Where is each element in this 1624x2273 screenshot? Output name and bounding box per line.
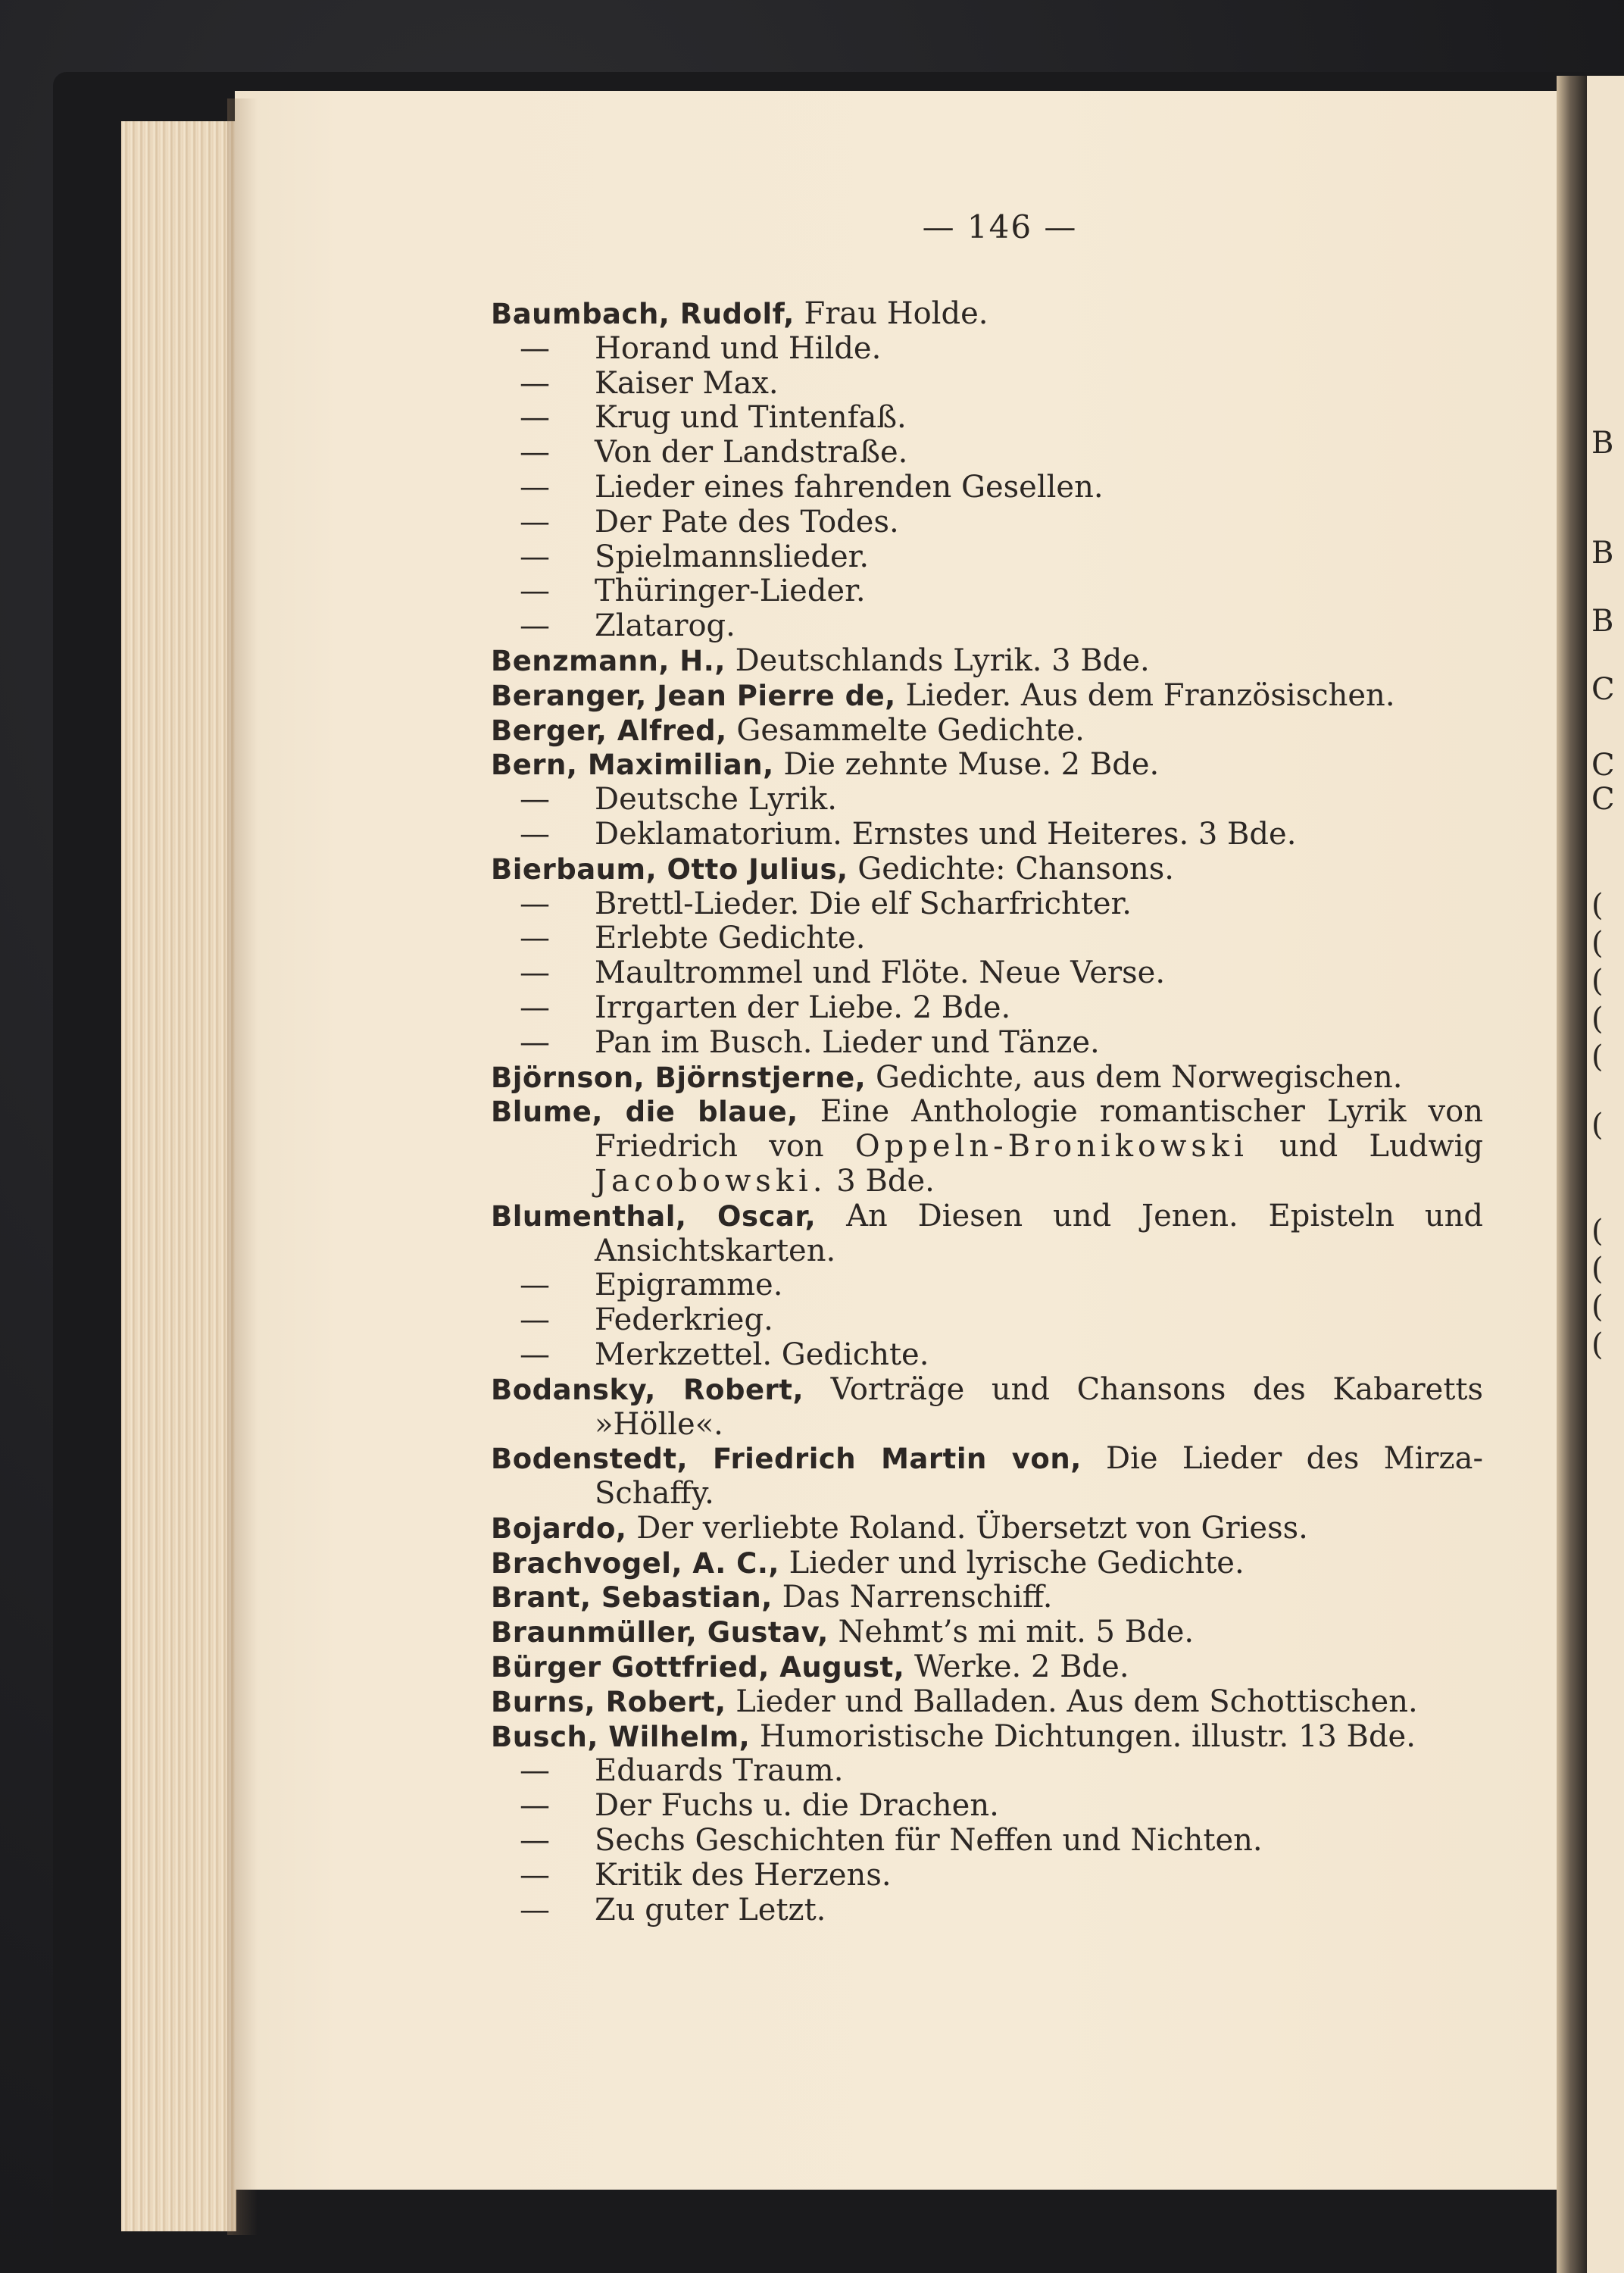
entry-dash: — bbox=[520, 886, 550, 921]
work-title: Maultrommel und Flöte. Neue Verse. bbox=[595, 955, 1166, 991]
author-name: Benzmann, H., bbox=[491, 644, 726, 677]
author-name: Bierbaum, Otto Julius, bbox=[491, 852, 848, 886]
continuation-entry bbox=[491, 471, 1483, 505]
work-title: Vorträge und Chansons des Kabaretts »Hölle«. bbox=[595, 1371, 1484, 1442]
next-page-letter: B bbox=[1591, 604, 1614, 639]
page-edge-shadow bbox=[227, 98, 258, 2235]
work-title: Horand und Hilde. bbox=[595, 330, 882, 366]
continuation-entry bbox=[491, 1268, 1483, 1303]
entry-dash: — bbox=[520, 990, 550, 1025]
entry-dash: — bbox=[520, 400, 550, 436]
continuation-entry bbox=[491, 956, 1483, 991]
continuation-entry bbox=[491, 609, 1483, 644]
next-page-letter: B bbox=[1591, 536, 1614, 571]
author-name: Blumenthal, Oscar, bbox=[491, 1199, 817, 1233]
entry-dash: — bbox=[520, 782, 550, 818]
work-title: Von der Landstraße. bbox=[595, 435, 908, 471]
work-title: Deklamatorium. Ernstes und Heiteres. 3 Bde. bbox=[595, 816, 1297, 852]
work-title: Lieder. Aus dem Französischen. bbox=[905, 677, 1395, 713]
continuation-entry bbox=[491, 1893, 1483, 1928]
continuation-entry bbox=[491, 1824, 1483, 1859]
work-title: Werke. 2 Bde. bbox=[914, 1649, 1129, 1685]
work-title: Pan im Busch. Lieder und Tänze. bbox=[595, 1024, 1100, 1060]
work-title: Lieder und Balladen. Aus dem Schottischen. bbox=[735, 1684, 1418, 1719]
author-entry bbox=[491, 679, 1483, 714]
author-entry bbox=[491, 748, 1483, 783]
work-title: Lieder und lyrische Gedichte. bbox=[789, 1545, 1245, 1580]
work-title: Eduards Traum. bbox=[595, 1753, 844, 1789]
author-entry bbox=[491, 1720, 1483, 1755]
next-page-edge bbox=[1587, 76, 1624, 2273]
page-edges bbox=[121, 121, 236, 2231]
next-page-letter: ( bbox=[1591, 1002, 1604, 1036]
next-page-letter: ( bbox=[1591, 1290, 1604, 1324]
next-page-letter: ( bbox=[1591, 1040, 1604, 1074]
work-title: Eine Anthologie romantischer Lyrik von Friedrich von bbox=[595, 1094, 1483, 1165]
next-page-letter: C bbox=[1591, 748, 1615, 783]
continuation-entry bbox=[491, 1789, 1483, 1824]
author-name: Bern, Maximilian, bbox=[491, 749, 774, 782]
work-title: Frau Holde. bbox=[804, 296, 988, 331]
author-name: Bodansky, Robert, bbox=[491, 1373, 804, 1406]
entry-dash: — bbox=[520, 435, 550, 471]
author-entry bbox=[491, 1685, 1483, 1720]
next-page-letter: ( bbox=[1591, 888, 1604, 923]
author-entry bbox=[491, 1650, 1483, 1685]
entry-dash: — bbox=[520, 1302, 550, 1338]
work-title: An Diesen und Jenen. Episteln und Ansichtskarten. bbox=[595, 1198, 1483, 1268]
entry-dash: — bbox=[520, 1753, 550, 1789]
next-page-letter: ( bbox=[1591, 1252, 1604, 1287]
next-page-letter: ( bbox=[1591, 964, 1604, 999]
entry-dash: — bbox=[520, 574, 550, 609]
continuation-entry bbox=[491, 332, 1483, 367]
work-title: Irrgarten der Liebe. 2 Bde. bbox=[595, 990, 1011, 1025]
author-name: Burns, Robert, bbox=[491, 1685, 726, 1718]
author-entry bbox=[491, 297, 1483, 332]
author-name: Busch, Wilhelm, bbox=[491, 1720, 751, 1753]
poetry-catalog-list bbox=[491, 297, 1483, 1928]
continuation-entry bbox=[491, 367, 1483, 402]
entry-dash: — bbox=[520, 539, 550, 574]
work-title-continued: und Ludwig bbox=[1279, 1129, 1483, 1165]
work-title: Federkrieg. bbox=[595, 1302, 773, 1338]
work-title: Brettl-Lieder. Die elf Scharfrichter. bbox=[595, 886, 1132, 921]
entry-dash: — bbox=[520, 1337, 550, 1372]
work-title: Lieder eines fahrenden Gesellen. bbox=[595, 469, 1104, 505]
next-page-letter: ( bbox=[1591, 1214, 1604, 1249]
author-entry bbox=[491, 1615, 1483, 1650]
work-title: Zlatarog. bbox=[595, 608, 735, 644]
volume-count: 3 Bde. bbox=[836, 1163, 935, 1199]
entry-dash: — bbox=[520, 955, 550, 991]
entry-dash: — bbox=[520, 1823, 550, 1859]
next-page-letter: C bbox=[1591, 672, 1615, 707]
author-entry bbox=[491, 714, 1483, 749]
work-title: Zu guter Letzt. bbox=[595, 1892, 826, 1928]
author-entry bbox=[491, 852, 1483, 887]
work-title: Die zehnte Muse. 2 Bde. bbox=[783, 747, 1160, 783]
continuation-entry bbox=[491, 401, 1483, 436]
author-name: Bodenstedt, Friedrich Martin von, bbox=[491, 1443, 1082, 1476]
entry-dash: — bbox=[520, 504, 550, 539]
author-name: Brachvogel, A. C., bbox=[491, 1546, 779, 1580]
author-entry bbox=[491, 1199, 1483, 1269]
entry-dash: — bbox=[520, 330, 550, 366]
entry-dash: — bbox=[520, 1268, 550, 1303]
book-gutter bbox=[1557, 76, 1587, 2273]
next-page-letter: ( bbox=[1591, 926, 1604, 961]
work-title: Der Pate des Todes. bbox=[595, 504, 899, 539]
continuation-entry bbox=[491, 991, 1483, 1026]
continuation-entry bbox=[491, 1026, 1483, 1061]
author-entry bbox=[491, 1580, 1483, 1615]
work-title: Erlebte Gedichte. bbox=[595, 921, 866, 956]
entry-dash: — bbox=[520, 1857, 550, 1893]
work-title: Kaiser Max. bbox=[595, 365, 779, 401]
next-page-letter: ( bbox=[1591, 1327, 1604, 1362]
author-entry bbox=[491, 644, 1483, 679]
entry-dash: — bbox=[520, 1788, 550, 1824]
author-entry bbox=[491, 1442, 1483, 1512]
author-entry bbox=[491, 1373, 1483, 1443]
work-title: Merkzettel. Gedichte. bbox=[595, 1337, 929, 1372]
entry-dash: — bbox=[520, 469, 550, 505]
author-name: Baumbach, Rudolf, bbox=[491, 298, 795, 330]
entry-dash: — bbox=[520, 1892, 550, 1928]
editor-name: Oppeln-Bronikowski bbox=[854, 1129, 1248, 1165]
work-title: Deutschlands Lyrik. 3 Bde. bbox=[735, 643, 1150, 678]
author-name: Bürger Gottfried, August, bbox=[491, 1651, 905, 1684]
entry-dash: — bbox=[520, 921, 550, 956]
work-title: Deutsche Lyrik. bbox=[595, 782, 837, 818]
work-title: Nehmt’s mi mit. 5 Bde. bbox=[838, 1615, 1195, 1650]
work-title: Sechs Geschichten für Neffen und Nichten. bbox=[595, 1823, 1263, 1859]
author-name: Beranger, Jean Pierre de, bbox=[491, 679, 896, 712]
author-name: Berger, Alfred, bbox=[491, 714, 727, 747]
continuation-entry bbox=[491, 818, 1483, 852]
next-page-letter: ( bbox=[1591, 1108, 1604, 1143]
work-title: Die Lieder des Mirza-Schaffy. bbox=[595, 1441, 1483, 1512]
author-entry bbox=[491, 1512, 1483, 1546]
author-name: Blume, die blaue, bbox=[491, 1096, 798, 1129]
author-name: Björnson, Björnstjerne, bbox=[491, 1061, 867, 1094]
continuation-entry bbox=[491, 1338, 1483, 1373]
author-name: Braunmüller, Gustav, bbox=[491, 1616, 829, 1649]
work-title: Krug und Tintenfaß. bbox=[595, 400, 907, 436]
continuation-entry bbox=[491, 783, 1483, 818]
entry-dash: — bbox=[520, 1024, 550, 1060]
work-title: Gedichte, aus dem Norwegischen. bbox=[875, 1059, 1403, 1095]
author-name: Brant, Sebastian, bbox=[491, 1581, 773, 1615]
continuation-entry bbox=[491, 921, 1483, 956]
work-title: Gesammelte Gedichte. bbox=[736, 712, 1085, 748]
author-entry bbox=[491, 1546, 1483, 1581]
work-title: Epigramme. bbox=[595, 1268, 783, 1303]
work-title: Der verliebte Roland. Übersetzt von Griess. bbox=[636, 1510, 1308, 1546]
work-title: Das Narrenschiff. bbox=[782, 1580, 1053, 1615]
entry-dash: — bbox=[520, 608, 550, 644]
continuation-entry bbox=[491, 1859, 1483, 1893]
continuation-entry bbox=[491, 887, 1483, 922]
author-entry bbox=[491, 1095, 1483, 1199]
entry-dash: — bbox=[520, 816, 550, 852]
next-page-letter: C bbox=[1591, 782, 1615, 817]
page-number: — 146 — bbox=[922, 208, 1078, 245]
work-title: Der Fuchs u. die Drachen. bbox=[595, 1788, 999, 1824]
continuation-entry bbox=[491, 540, 1483, 575]
continuation-entry bbox=[491, 436, 1483, 471]
work-title: Kritik des Herzens. bbox=[595, 1857, 892, 1893]
editor-name: Jacobowski. bbox=[595, 1163, 827, 1199]
author-name: Bojardo, bbox=[491, 1512, 627, 1545]
work-title: Humoristische Dichtungen. illustr. 13 Bde. bbox=[759, 1718, 1416, 1754]
work-title: Thüringer-Lieder. bbox=[595, 574, 866, 609]
author-entry bbox=[491, 1061, 1483, 1096]
continuation-entry bbox=[491, 574, 1483, 609]
work-title: Spielmannslieder. bbox=[595, 539, 870, 574]
continuation-entry bbox=[491, 1754, 1483, 1789]
continuation-entry bbox=[491, 1303, 1483, 1338]
entry-dash: — bbox=[520, 365, 550, 401]
continuation-entry bbox=[491, 505, 1483, 540]
next-page-letter: B bbox=[1591, 426, 1614, 461]
work-title: Gedichte: Chansons. bbox=[857, 851, 1174, 886]
